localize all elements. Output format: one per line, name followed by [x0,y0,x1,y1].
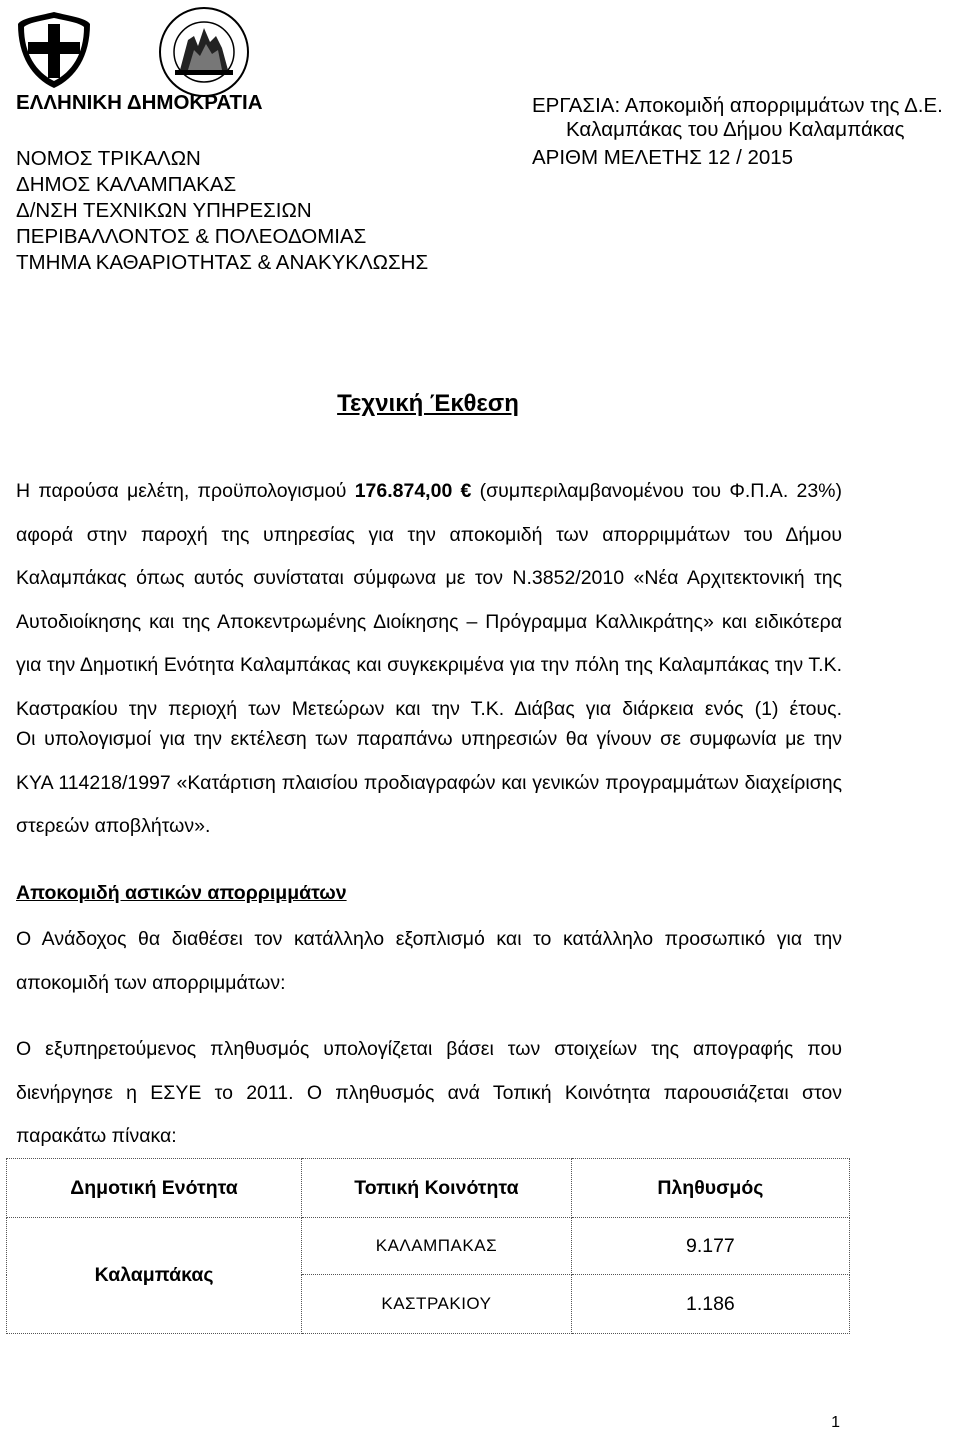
population-table [6,1158,850,1334]
paragraph-population: Ο εξυπηρετούμενος πληθυσμός υπολογίζεται βάσει των στοιχείων της απογραφής που διενήργησε η ΕΣΥΕ το 2011. Ο πληθυσμός ανά Τοπική Κοινότητα παρουσιάζεται στον παρακάτω πίνακα: [16,1038,842,1147]
column-header-community: Τοπική Κοινότητα [302,1159,572,1218]
greek-state-emblem [14,10,94,90]
project-header [532,94,943,170]
cell-population: 9.177 [571,1218,849,1275]
municipality-seal-logo [158,6,250,98]
cell-community: ΚΑΣΤΡΑΚΙΟΥ [302,1275,572,1334]
document-title: Τεχνική Έκθεση [337,390,519,417]
header-prefecture: ΝΟΜΟΣ ΤΡΙΚΑΛΩΝ [16,147,201,170]
study-number: ΑΡΙΘΜ ΜΕΛΕΤΗΣ 12 / 2015 [532,146,794,169]
budget-amount: 176.874,00 € [354,480,472,502]
header-directorate-cont: ΠΕΡΙΒΑΛΛΟΝΤΟΣ & ΠΟΛΕΟΔΟΜΙΑΣ [16,225,367,248]
paragraph-contractor: Ο Ανάδοχος θα διαθέσει τον κατάλληλο εξοπλισμό και το κατάλληλο προσωπικό για την αποκομιδή των απορριμμάτων: [16,928,842,994]
paragraph-calculations: Οι υπολογισμοί για την εκτέλεση των παραπάνω υπηρεσιών θα γίνουν σε συμφωνία με την ΚΥΑ 114218/1997 «Κατάρτιση πλαισίου προδιαγραφών και γενικών προγραμμάτων διαχείρισης στερεών αποβλήτων». [16,728,842,837]
table-header-row [7,1159,850,1218]
page-number: 1 [831,1414,840,1431]
table-row [7,1218,850,1275]
column-header-population: Πληθυσμός [571,1159,849,1218]
header-directorate: Δ/ΝΣΗ ΤΕΧΝΙΚΩΝ ΥΠΗΡΕΣΙΩΝ [16,199,312,222]
project-work: ΕΡΓΑΣΙΑ: Αποκομιδή απορριμμάτων της Δ.Ε. [532,94,943,117]
header-country: ΕΛΛΗΝΙΚΗ ΔΗΜΟΚΡΑΤΙΑ [16,91,263,114]
header-department: ΤΜΗΜΑ ΚΑΘΑΡΙΟΤΗΤΑΣ & ΑΝΑΚΥΚΛΩΣΗΣ [16,251,429,274]
paragraph-intro [16,470,842,731]
intro-text-start: Η παρούσα μελέτη, προϋπολογισμού [16,480,355,502]
project-work-cont: Καλαμπάκας του Δήμου Καλαμπάκας [566,118,905,141]
cell-population: 1.186 [571,1275,849,1334]
cell-community: ΚΑΛΑΜΠΑΚΑΣ [302,1218,572,1275]
section-heading-waste-collection: Αποκομιδή αστικών απορριμμάτων [16,882,347,904]
issuer-header [16,90,428,276]
column-header-unit: Δημοτική Ενότητα [7,1159,302,1218]
intro-text-rest: (συμπεριλαμβανομένου του Φ.Π.Α. 23%) αφορά στην παροχή της υπηρεσίας για την αποκομιδή των απορριμμάτων του Δήμου Καλαμπάκας όπως αυτός συνίσταται σύμφωνα με τον Ν.3852/2010 «Νέα Αρχιτεκτονική της Αυτοδιοίκησης και της Αποκεντρωμένης Διοίκησης – Πρόγραμμα Καλλικράτης» και ειδικότερα για την Δημοτική Ενότητα Καλαμπάκας και συγκεκριμένα για την πόλη της Καλαμπάκας την Τ.Κ. Καστρακίου την περιοχή των Μετεώρων και την Τ.Κ. Διάβας για διάρκεια ενός (1) έτους. [16,480,843,720]
cell-municipal-unit: Καλαμπάκας [7,1218,302,1334]
header-municipality: ΔΗΜΟΣ ΚΑΛΑΜΠΑΚΑΣ [16,173,237,196]
